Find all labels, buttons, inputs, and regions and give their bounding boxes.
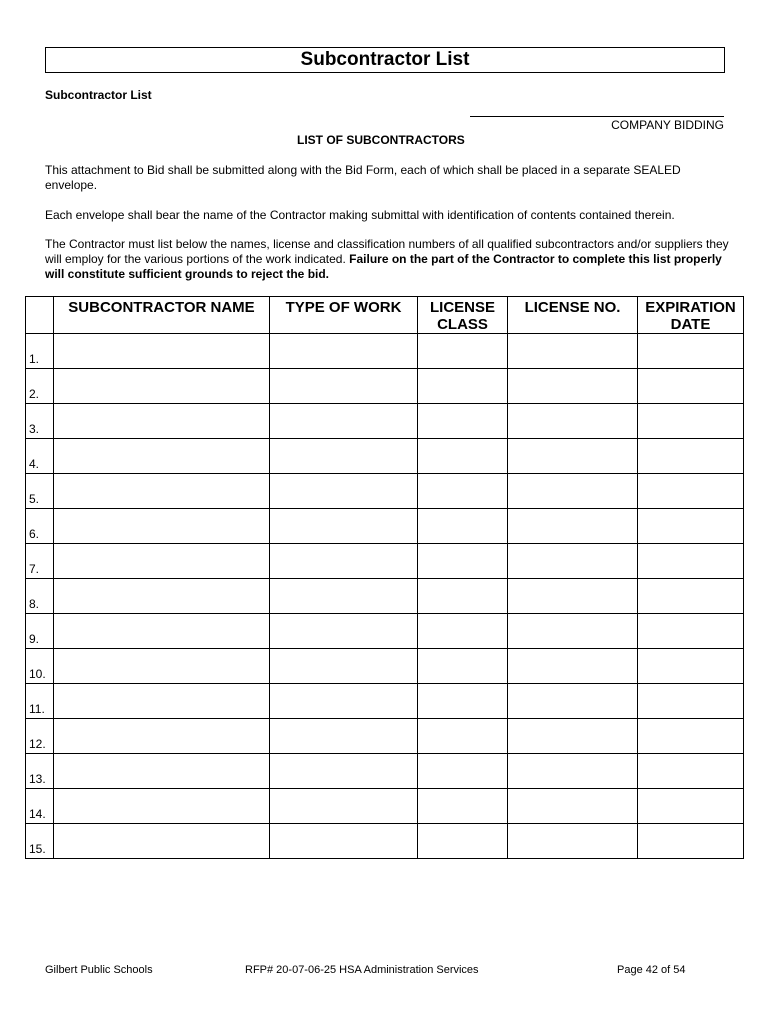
type-of-work-cell[interactable]	[270, 684, 418, 719]
type-of-work-cell[interactable]	[270, 719, 418, 754]
footer-organization: Gilbert Public Schools	[45, 964, 153, 976]
subcontractor-name-cell[interactable]	[54, 334, 270, 369]
company-bidding-label: COMPANY BIDDING	[611, 118, 724, 132]
row-number: 4.	[26, 439, 54, 474]
expiration-date-cell[interactable]	[638, 334, 744, 369]
subcontractor-name-cell[interactable]	[54, 614, 270, 649]
form-subtitle: Subcontractor List	[45, 88, 152, 102]
row-number: 7.	[26, 544, 54, 579]
license-class-cell[interactable]	[418, 404, 508, 439]
column-header: TYPE OF WORK	[270, 297, 418, 334]
expiration-date-cell[interactable]	[638, 579, 744, 614]
row-number: 13.	[26, 754, 54, 789]
license-class-cell[interactable]	[418, 579, 508, 614]
row-number: 15.	[26, 824, 54, 859]
expiration-date-cell[interactable]	[638, 649, 744, 684]
expiration-date-cell[interactable]	[638, 544, 744, 579]
type-of-work-cell[interactable]	[270, 824, 418, 859]
subcontractor-name-cell[interactable]	[54, 369, 270, 404]
row-number: 11.	[26, 684, 54, 719]
type-of-work-cell[interactable]	[270, 404, 418, 439]
subcontractor-name-cell[interactable]	[54, 579, 270, 614]
subcontractor-table	[25, 296, 744, 859]
expiration-date-cell[interactable]	[638, 754, 744, 789]
row-number: 10.	[26, 649, 54, 684]
license-class-cell[interactable]	[418, 334, 508, 369]
license-no-cell[interactable]	[508, 684, 638, 719]
row-number-header	[26, 297, 54, 334]
table-row	[26, 649, 744, 684]
license-no-cell[interactable]	[508, 544, 638, 579]
subcontractor-name-cell[interactable]	[54, 719, 270, 754]
row-number: 8.	[26, 579, 54, 614]
subcontractor-name-cell[interactable]	[54, 754, 270, 789]
license-no-cell[interactable]	[508, 474, 638, 509]
table-row	[26, 474, 744, 509]
license-class-cell[interactable]	[418, 719, 508, 754]
subcontractor-name-cell[interactable]	[54, 649, 270, 684]
license-class-cell[interactable]	[418, 544, 508, 579]
expiration-date-cell[interactable]	[638, 369, 744, 404]
license-no-cell[interactable]	[508, 334, 638, 369]
expiration-date-cell[interactable]	[638, 789, 744, 824]
subcontractor-name-cell[interactable]	[54, 509, 270, 544]
subcontractor-name-cell[interactable]	[54, 789, 270, 824]
subcontractor-name-cell[interactable]	[54, 439, 270, 474]
row-number: 5.	[26, 474, 54, 509]
license-class-cell[interactable]	[418, 824, 508, 859]
license-class-cell[interactable]	[418, 509, 508, 544]
row-number: 9.	[26, 614, 54, 649]
license-class-cell[interactable]	[418, 614, 508, 649]
warning-text: Failure on the part of the Contractor to complete this list properly will constitute sufficient grounds to reject the bid.	[45, 252, 722, 281]
column-header: EXPIRATION DATE	[638, 297, 744, 334]
expiration-date-cell[interactable]	[638, 509, 744, 544]
license-no-cell[interactable]	[508, 369, 638, 404]
column-header: SUBCONTRACTOR NAME	[54, 297, 270, 334]
footer-page-number: Page 42 of 54	[617, 964, 686, 976]
table-row	[26, 754, 744, 789]
table-row	[26, 334, 744, 369]
license-class-cell[interactable]	[418, 754, 508, 789]
table-header-row	[26, 297, 744, 334]
instruction-paragraph-1: This attachment to Bid shall be submitted along with the Bid Form, each of which shall be placed in a separate SEALED envelope.	[45, 163, 681, 192]
license-no-cell[interactable]	[508, 719, 638, 754]
row-number: 1.	[26, 334, 54, 369]
license-no-cell[interactable]	[508, 404, 638, 439]
table-row	[26, 719, 744, 754]
expiration-date-cell[interactable]	[638, 719, 744, 754]
expiration-date-cell[interactable]	[638, 404, 744, 439]
license-no-cell[interactable]	[508, 614, 638, 649]
table-row	[26, 824, 744, 859]
row-number: 12.	[26, 719, 54, 754]
row-number: 14.	[26, 789, 54, 824]
table-row	[26, 789, 744, 824]
license-no-cell[interactable]	[508, 754, 638, 789]
type-of-work-cell[interactable]	[270, 474, 418, 509]
table-body	[26, 334, 744, 859]
type-of-work-cell[interactable]	[270, 369, 418, 404]
license-no-cell[interactable]	[508, 509, 638, 544]
type-of-work-cell[interactable]	[270, 544, 418, 579]
page-title: Subcontractor List	[45, 47, 725, 73]
footer-rfp: RFP# 20-07-06-25 HSA Administration Services	[245, 964, 479, 976]
type-of-work-cell[interactable]	[270, 439, 418, 474]
instruction-paragraph-2: Each envelope shall bear the name of the Contractor making submittal with identification of contents contained therein.	[45, 208, 675, 222]
subcontractor-name-cell[interactable]	[54, 684, 270, 719]
table-row	[26, 579, 744, 614]
license-no-cell[interactable]	[508, 789, 638, 824]
subcontractor-name-cell[interactable]	[54, 404, 270, 439]
license-class-cell[interactable]	[418, 474, 508, 509]
expiration-date-cell[interactable]	[638, 614, 744, 649]
license-class-cell[interactable]	[418, 369, 508, 404]
expiration-date-cell[interactable]	[638, 824, 744, 859]
type-of-work-cell[interactable]	[270, 754, 418, 789]
license-no-cell[interactable]	[508, 649, 638, 684]
instruction-paragraph-3	[45, 237, 735, 282]
license-class-cell[interactable]	[418, 789, 508, 824]
license-no-cell[interactable]	[508, 439, 638, 474]
type-of-work-cell[interactable]	[270, 509, 418, 544]
license-class-cell[interactable]	[418, 439, 508, 474]
subcontractor-name-cell[interactable]	[54, 824, 270, 859]
table-row	[26, 614, 744, 649]
subcontractor-name-cell[interactable]	[54, 544, 270, 579]
license-class-cell[interactable]	[418, 684, 508, 719]
type-of-work-cell[interactable]	[270, 334, 418, 369]
type-of-work-cell[interactable]	[270, 789, 418, 824]
row-number: 3.	[26, 404, 54, 439]
table-row	[26, 369, 744, 404]
type-of-work-cell[interactable]	[270, 579, 418, 614]
license-class-cell[interactable]	[418, 649, 508, 684]
table-row	[26, 684, 744, 719]
column-header: LICENSE NO.	[508, 297, 638, 334]
table-row	[26, 404, 744, 439]
column-header: LICENSE CLASS	[418, 297, 508, 334]
subcontractor-name-cell[interactable]	[54, 474, 270, 509]
instruction-text: The Contractor must list below the names, license and classification numbers of all qualified subcontractors and/or suppliers they will employ for the various portions of the work indicated.	[45, 237, 729, 266]
license-no-cell[interactable]	[508, 579, 638, 614]
row-number: 6.	[26, 509, 54, 544]
expiration-date-cell[interactable]	[638, 439, 744, 474]
table-row	[26, 509, 744, 544]
table-row	[26, 439, 744, 474]
company-bidding-line[interactable]	[470, 116, 724, 117]
row-number: 2.	[26, 369, 54, 404]
license-no-cell[interactable]	[508, 824, 638, 859]
table-row	[26, 544, 744, 579]
expiration-date-cell[interactable]	[638, 684, 744, 719]
type-of-work-cell[interactable]	[270, 649, 418, 684]
list-heading: LIST OF SUBCONTRACTORS	[297, 133, 465, 147]
type-of-work-cell[interactable]	[270, 614, 418, 649]
expiration-date-cell[interactable]	[638, 474, 744, 509]
